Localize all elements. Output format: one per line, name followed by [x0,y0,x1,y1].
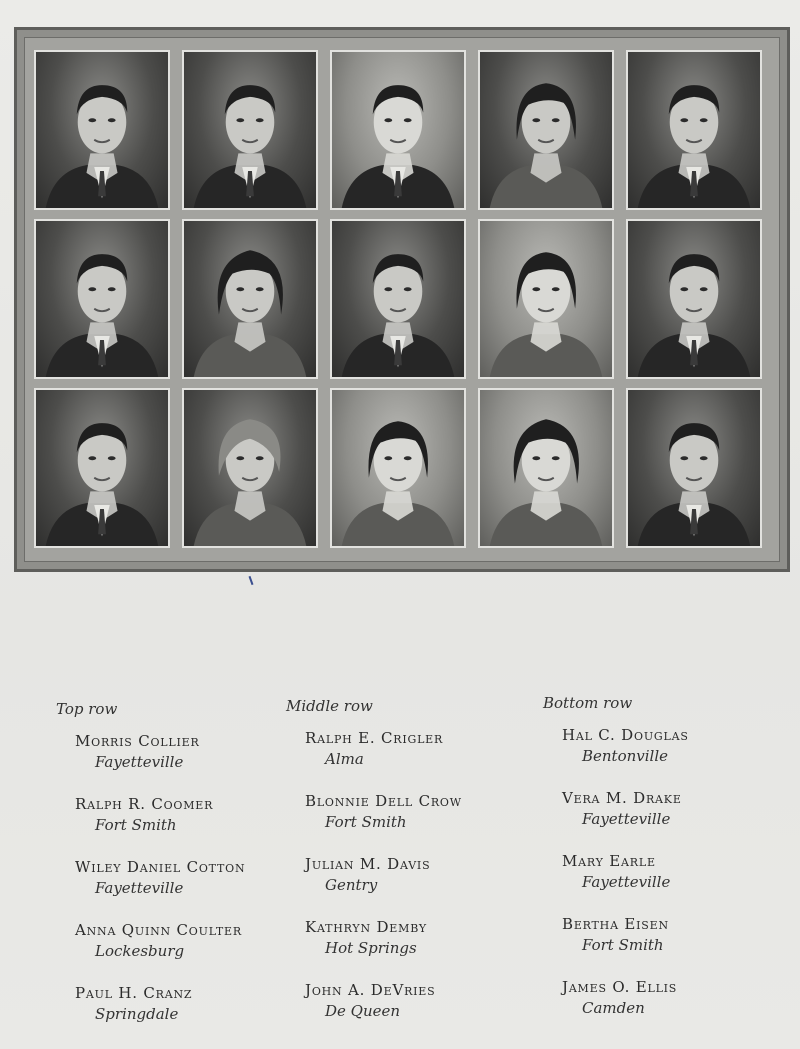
hometown: Fort Smith [582,936,664,954]
caption-entry [286,981,526,1044]
portrait-figure [184,52,316,208]
portrait-figure [332,390,464,546]
portrait-figure [480,221,612,377]
hometown: Gentry [325,876,378,894]
portrait-photo [478,219,614,379]
portrait-figure [480,52,612,208]
caption-entry [56,921,296,984]
portrait-photo [182,388,318,548]
caption-entry [56,795,296,858]
caption-entry [286,792,526,855]
portrait-photo [34,50,170,210]
caption-entry [286,729,526,792]
caption-entry [543,978,783,1041]
caption-entry [56,858,296,921]
caption-entry [543,789,783,852]
portrait-figure [332,221,464,377]
hometown: Camden [582,999,645,1017]
hometown: Bentonville [582,747,669,765]
person-name: John A. DeVries [305,981,436,999]
ink-mark [249,576,254,585]
portrait-photo [182,50,318,210]
caption-entry [543,852,783,915]
portrait-photo [626,219,762,379]
person-name: Anna Quinn Coulter [75,921,242,939]
person-name: Julian M. Davis [305,855,431,873]
portrait-figure [628,52,760,208]
hometown: Fort Smith [325,813,407,831]
caption-column-bottom [543,694,783,1041]
portrait-photo [330,50,466,210]
portrait-figure [628,221,760,377]
row-heading: Bottom row [543,694,633,712]
person-name: Hal C. Douglas [562,726,689,744]
portrait-photo [182,219,318,379]
hometown: Fayetteville [582,810,671,828]
captions [0,694,800,1040]
caption-entry [286,918,526,981]
portrait-photo [34,388,170,548]
row-heading: Top row [56,700,118,718]
person-name: Vera M. Drake [562,789,682,807]
caption-entry [56,732,296,795]
hometown: Hot Springs [325,939,417,957]
person-name: Morris Collier [75,732,200,750]
hometown: De Queen [325,1002,401,1020]
portrait-photo [626,50,762,210]
hometown: Fort Smith [95,816,177,834]
caption-entry [286,855,526,918]
hometown: Lockesburg [95,942,185,960]
photo-plate [14,27,790,572]
person-name: Kathryn Demby [305,918,427,936]
hometown: Alma [325,750,364,768]
person-name: Ralph E. Crigler [305,729,444,747]
row-heading: Middle row [286,697,373,715]
portrait-photo [34,219,170,379]
portrait-figure [184,221,316,377]
portrait-figure [332,52,464,208]
portrait-photo [330,388,466,548]
person-name: Ralph R. Coomer [75,795,214,813]
portrait-figure [36,52,168,208]
caption-entry [56,984,296,1047]
portrait-photo [330,219,466,379]
person-name: Wiley Daniel Cotton [75,858,246,876]
person-name: Bertha Eisen [562,915,669,933]
hometown: Fayetteville [95,879,184,897]
person-name: Blonnie Dell Crow [305,792,462,810]
caption-entry [543,915,783,978]
caption-entry [543,726,783,789]
portrait-figure [480,390,612,546]
person-name: James O. Ellis [562,978,678,996]
portrait-figure [36,221,168,377]
hometown: Springdale [95,1005,179,1023]
portrait-figure [184,390,316,546]
portrait-photo [478,50,614,210]
portrait-photo [478,388,614,548]
caption-column-middle [286,697,526,1044]
photo-grid [34,50,762,548]
portrait-photo [626,388,762,548]
hometown: Fayetteville [582,873,671,891]
caption-column-top [56,700,296,1047]
hometown: Fayetteville [95,753,184,771]
portrait-figure [36,390,168,546]
person-name: Mary Earle [562,852,656,870]
person-name: Paul H. Cranz [75,984,193,1002]
portrait-figure [628,390,760,546]
